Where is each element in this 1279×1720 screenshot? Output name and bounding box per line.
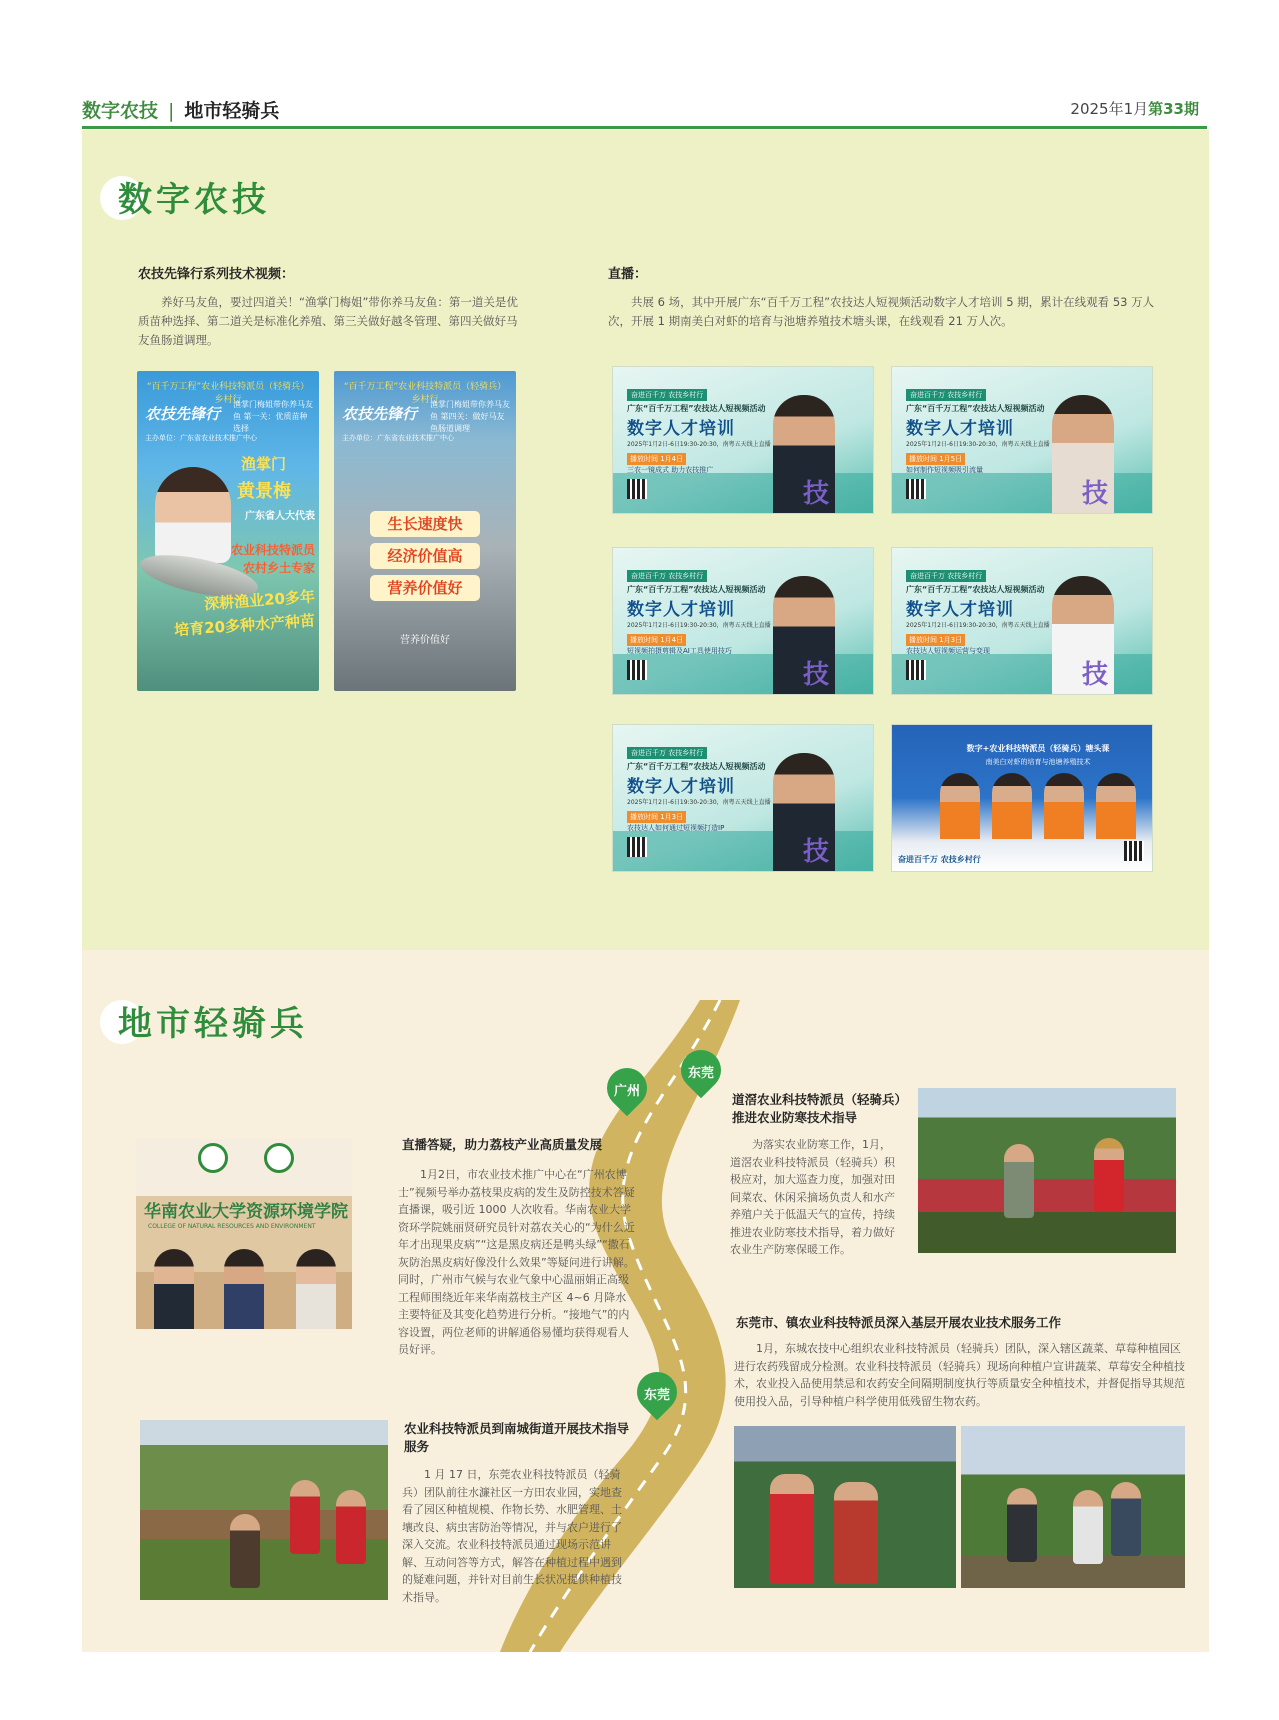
university-sign-en: COLLEGE OF NATURAL RESOURCES AND ENVIRONMENT xyxy=(148,1223,316,1230)
ji-logo-icon: 技 xyxy=(1082,479,1109,509)
videos-body: 养好马友鱼，要过四道关！“渔掌门梅姐”带你养马友鱼：第一道关是优质苗种选择、第二道关是标准化养殖、第三关做好越冬管理、第四关做好马友鱼肠道调理。 xyxy=(138,295,518,347)
cover-host: 主办单位：广东省农业技术推广中心 xyxy=(342,434,454,442)
cover-slogan-1: 深耕渔业20多年 xyxy=(203,587,316,614)
poster-topic: 三农一镜成式 助力农技推广 xyxy=(627,466,714,474)
live-qa-photo xyxy=(136,1139,352,1329)
header-separator: | xyxy=(168,100,175,122)
poster6-bottom: 奋进百千万 农技乡村行 xyxy=(898,855,981,864)
person xyxy=(224,1249,264,1329)
poster-tag: 奋进百千万 农技乡村行 xyxy=(906,389,986,401)
poster-time: 播放时间 1月3日 xyxy=(627,811,686,823)
cover-pill-3: 营养价值好 xyxy=(370,575,480,601)
poster-time: 播放时间 1月4日 xyxy=(627,634,686,646)
digital-section-title: 数字农技 xyxy=(118,180,270,220)
cover-top-caption: “百千万工程”农业科技特派员（轻骑兵）乡村行 xyxy=(343,382,507,405)
poster-title: 数字人才培训 xyxy=(627,419,735,439)
cover-logo: 农技先锋行 xyxy=(342,405,418,423)
cover-yumen-label: 渔掌门 xyxy=(241,455,287,473)
poster-line: 广东“百千万工程”农技达人短视频活动 xyxy=(906,585,1045,594)
ji-logo-icon: 技 xyxy=(803,660,830,690)
poster-line: 广东“百千万工程”农技达人短视频活动 xyxy=(627,762,766,771)
poster-date: 2025年1月2日-6日19:30-20:30，南粤五天线上直播 xyxy=(627,622,771,629)
local-section-title: 地市轻骑兵 xyxy=(118,1004,308,1044)
article-2-body: 为落实农业防寒工作，1月，道滘农业科技特派员（轻骑兵）积极应对，加大巡查力度，加强对田间菜农、休闲采摘场负责人和水产养殖户关于低温天气的宣传，持续推进农业防寒技术指导，着力做好农业生产防寒保暖工作。 xyxy=(730,1138,895,1256)
live-heading: 直播： xyxy=(608,267,648,282)
poster-topic: 农技达人如何通过短视频打造IP xyxy=(627,824,725,832)
article-3-title: 东莞市、镇农业科技特派员深入基层开展农业技术服务工作 xyxy=(736,1315,1062,1330)
pin-label-guangzhou: 广州 xyxy=(613,1084,640,1099)
poster-topic: 短视频拍摄剪辑及AI工具使用技巧 xyxy=(627,647,732,655)
cover-small-caption: 营养价值好 xyxy=(400,635,450,646)
cover-role-2: 农业科技特派员 xyxy=(230,543,315,557)
pesticide-test-photo-1 xyxy=(734,1426,956,1588)
nancheng-guidance-photo xyxy=(140,1420,388,1600)
header-date: 2025年1月 xyxy=(1070,100,1149,118)
poster-time: 播放时间 1月4日 xyxy=(627,453,686,465)
article-4-body: 1 月 17 日，东莞农业科技特派员（轻骑兵）团队前往水濂社区一方田农业园，实地查看了园区种植规模、作物长势、水肥管理、土壤改良、病虫害防治等情况，并与农户进行了深入交流。农业科技特派员通过现场示范讲解、互动问答等方式，解答在种植过程中遇到的疑难问题，并针对目前生长状况提供种植技术指导。 xyxy=(402,1468,622,1604)
cover-logo: 农技先锋行 xyxy=(145,405,221,423)
pesticide-test-photo-2 xyxy=(961,1426,1185,1588)
poster-tag: 奋进百千万 农技乡村行 xyxy=(906,570,986,582)
cover-pill-2: 经济价值高 xyxy=(370,543,480,569)
university-logo xyxy=(198,1143,228,1173)
article-1-title: 直播答疑，助力荔枝产业高质量发展 xyxy=(402,1137,603,1152)
poster-time: 播放时间 1月3日 xyxy=(906,634,965,646)
cold-protection-photo xyxy=(918,1088,1176,1253)
pin-label-dongguan: 东莞 xyxy=(687,1066,714,1081)
poster-tag: 奋进百千万 农技乡村行 xyxy=(627,570,707,582)
poster-date: 2025年1月2日-6日19:30-20:30，南粤五天线上直播 xyxy=(627,799,771,806)
poster-tag: 奋进百千万 农技乡村行 xyxy=(627,747,707,759)
header-issue-number: 第33期 xyxy=(1148,100,1199,118)
person xyxy=(296,1249,336,1329)
poster-line: 广东“百千万工程”农技达人短视频活动 xyxy=(627,585,766,594)
cover-slogan-2: 培育20多种水产种苗 xyxy=(173,611,316,640)
poster-title: 数字人才培训 xyxy=(906,600,1014,620)
poster-title: 数字人才培训 xyxy=(627,777,735,797)
cover-subtitle: 渔掌门梅姐带你养马友鱼 第四关：做好马友鱼肠道调理 xyxy=(430,400,510,433)
college-logo xyxy=(264,1143,294,1173)
poster-date: 2025年1月2日-6日19:30-20:30，南粤五天线上直播 xyxy=(906,441,1050,448)
poster-date: 2025年1月2日-6日19:30-20:30，南粤五天线上直播 xyxy=(906,622,1050,629)
cover-top-caption: “百千万工程”农业科技特派员（轻骑兵）乡村行 xyxy=(146,382,310,405)
article-3-body: 1月，东城农技中心组织农业科技特派员（轻骑兵）团队，深入辖区蔬菜、草莓种植园区进行农药残留成分检测。农业科技特派员（轻骑兵）现场向种植户宣讲蔬菜、草莓安全种植技术，农业投入品使用禁忌和农药安全间隔期制度执行等质量安全种植技术，并督促指导其规范使用投入品，引导种植户科学使用低残留生物农药。 xyxy=(734,1342,1185,1408)
cover-subtitle: 渔掌门梅姐带你养马友鱼 第一关：优质苗种选择 xyxy=(233,400,313,433)
ji-logo-icon: 技 xyxy=(1082,660,1109,690)
cover-pill-1: 生长速度快 xyxy=(370,511,480,537)
videos-heading: 农技先锋行系列技术视频： xyxy=(138,267,295,282)
ji-logo-icon: 技 xyxy=(803,837,830,867)
header-subsection: 地市轻骑兵 xyxy=(184,100,280,122)
poster-line: 广东“百千万工程”农技达人短视频活动 xyxy=(906,404,1045,413)
poster-line: 广东“百千万工程”农技达人短视频活动 xyxy=(627,404,766,413)
cover-role-1: 广东省人大代表 xyxy=(245,511,315,522)
poster-topic: 农技达人短视频运营与变现 xyxy=(906,647,990,655)
poster-title: 数字人才培训 xyxy=(906,419,1014,439)
poster-time: 播放时间 1月5日 xyxy=(906,453,965,465)
poster-tag: 奋进百千万 农技乡村行 xyxy=(627,389,707,401)
live-body: 共展 6 场，其中开展广东“百千万工程”农技达人短视频活动数字人才培训 5 期，累计在线观看 53 万人次，开展 1 期南美白对虾的培育与池塘养殖技术塘头课，在线观看 21 万人次。 xyxy=(608,295,1155,328)
article-1-body: 1月2日，市农业技术推广中心在“广州农博士”视频号举办荔枝果皮病的发生及防控技术答疑直播课，吸引近 1000 人次收看。华南农业大学资环学院姚丽贤研究员针对荔农关心的“为什么近年才出现果皮病”“这是黑皮病还是鸭头绿”“撒石灰防治黑皮病好像没什么效果”等疑问进行讲解。同时，广州市气候与农业气象中心温丽娟正高级工程师围绕近年来华南荔枝主产区 4~6 月降水主要特征及其变化趋势进行分析。“接地气”的内容设置，两位老师的讲解通俗易懂均获得观看人员好评。 xyxy=(398,1168,635,1356)
cover-host: 主办单位：广东省农业技术推广中心 xyxy=(145,434,257,442)
person xyxy=(154,1249,194,1329)
poster6-title: 数字+农业科技特派员（轻骑兵）塘头课 xyxy=(966,744,1110,753)
cover-presenter-name: 黄景梅 xyxy=(237,481,291,502)
cover-role-3: 农村乡土专家 xyxy=(242,561,315,575)
article-4-title: 农业科技特派员到南城街道开展技术指导服务 xyxy=(404,1421,630,1454)
poster6-subtitle: 南美白对虾的培育与池塘养殖技术 xyxy=(985,758,1091,766)
ji-logo-icon: 技 xyxy=(803,479,830,509)
article-2-title: 道滘农业科技特派员（轻骑兵）推进农业防寒技术指导 xyxy=(732,1092,908,1125)
poster-title: 数字人才培训 xyxy=(627,600,735,620)
pin-label-dongguan-2: 东莞 xyxy=(643,1388,670,1403)
university-sign: 华南农业大学资源环境学院 xyxy=(144,1202,348,1222)
header-section: 数字农技 xyxy=(82,100,159,122)
poster-date: 2025年1月2日-6日19:30-20:30，南粤五天线上直播 xyxy=(627,441,771,448)
poster-topic: 如何制作短视频吸引流量 xyxy=(906,466,983,474)
